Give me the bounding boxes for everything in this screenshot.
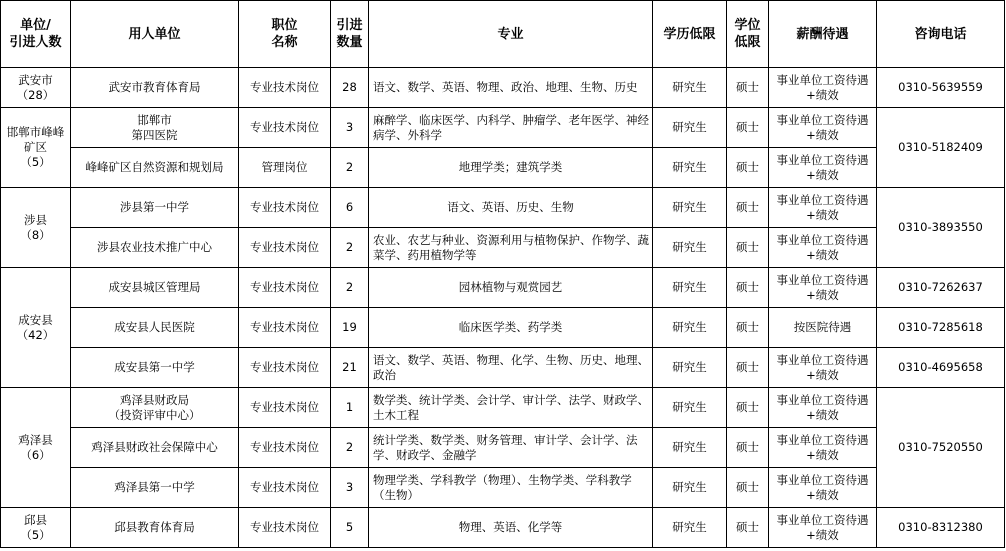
edu-cell: 研究生: [653, 348, 727, 388]
region-cell: 涉县 （8）: [1, 188, 71, 268]
position-cell: 专业技术岗位: [239, 108, 331, 148]
employer-cell: 成安县城区管理局: [71, 268, 239, 308]
position-cell: 专业技术岗位: [239, 428, 331, 468]
quota-cell: 2: [331, 148, 369, 188]
header-employer: 用人单位: [71, 1, 239, 68]
position-cell: 管理岗位: [239, 148, 331, 188]
table-row: [1, 348, 1005, 388]
table-row: [1, 148, 1005, 188]
employer-cell: 邯郸市 第四医院: [71, 108, 239, 148]
header-degree: 学位 低限: [727, 1, 769, 68]
edu-cell: 研究生: [653, 508, 727, 548]
edu-cell: 研究生: [653, 308, 727, 348]
degree-cell: 硕士: [727, 508, 769, 548]
edu-cell: 研究生: [653, 108, 727, 148]
table-row: [1, 308, 1005, 348]
quota-cell: 3: [331, 108, 369, 148]
region-cell: 成安县 （42）: [1, 268, 71, 388]
table-row: [1, 388, 1005, 428]
phone-cell: 0310-7262637: [877, 268, 1005, 308]
major-cell: 农业、农艺与种业、资源利用与植物保护、作物学、蔬菜学、药用植物学等: [369, 228, 653, 268]
phone-cell: 0310-4695658: [877, 348, 1005, 388]
table-row: [1, 228, 1005, 268]
phone-cell: 0310-5182409: [877, 108, 1005, 188]
major-cell: 物理、英语、化学等: [369, 508, 653, 548]
quota-cell: 2: [331, 428, 369, 468]
salary-cell: 按医院待遇: [769, 308, 877, 348]
degree-cell: 硕士: [727, 68, 769, 108]
salary-cell: 事业单位工资待遇 +绩效: [769, 228, 877, 268]
position-cell: 专业技术岗位: [239, 308, 331, 348]
position-cell: 专业技术岗位: [239, 468, 331, 508]
degree-cell: 硕士: [727, 428, 769, 468]
major-cell: 临床医学类、药学类: [369, 308, 653, 348]
degree-cell: 硕士: [727, 108, 769, 148]
salary-cell: 事业单位工资待遇 +绩效: [769, 148, 877, 188]
region-cell: 邱县 （5）: [1, 508, 71, 548]
major-cell: 语文、数学、英语、物理、政治、地理、生物、历史: [369, 68, 653, 108]
salary-cell: 事业单位工资待遇 +绩效: [769, 68, 877, 108]
degree-cell: 硕士: [727, 388, 769, 428]
salary-cell: 事业单位工资待遇 +绩效: [769, 508, 877, 548]
position-cell: 专业技术岗位: [239, 268, 331, 308]
table-row: [1, 268, 1005, 308]
position-cell: 专业技术岗位: [239, 508, 331, 548]
degree-cell: 硕士: [727, 148, 769, 188]
header-salary: 薪酬待遇: [769, 1, 877, 68]
employer-cell: 鸡泽县财政局 （投资评审中心）: [71, 388, 239, 428]
major-cell: 语文、英语、历史、生物: [369, 188, 653, 228]
table-row: [1, 508, 1005, 548]
degree-cell: 硕士: [727, 468, 769, 508]
position-cell: 专业技术岗位: [239, 348, 331, 388]
quota-cell: 1: [331, 388, 369, 428]
header-position: 职位 名称: [239, 1, 331, 68]
region-cell: 邯郸市峰峰 矿区 （5）: [1, 108, 71, 188]
edu-cell: 研究生: [653, 148, 727, 188]
employer-cell: 涉县第一中学: [71, 188, 239, 228]
salary-cell: 事业单位工资待遇 +绩效: [769, 388, 877, 428]
quota-cell: 19: [331, 308, 369, 348]
degree-cell: 硕士: [727, 228, 769, 268]
position-cell: 专业技术岗位: [239, 388, 331, 428]
header-edu: 学历低限: [653, 1, 727, 68]
edu-cell: 研究生: [653, 428, 727, 468]
header-row: [1, 1, 1005, 68]
quota-cell: 2: [331, 228, 369, 268]
major-cell: 数学类、统计学类、会计学、审计学、法学、财政学、土木工程: [369, 388, 653, 428]
major-cell: 统计学类、数学类、财务管理、审计学、会计学、法学、财政学、金融学: [369, 428, 653, 468]
major-cell: 物理学类、学科教学（物理）、生物学类、学科教学（生物）: [369, 468, 653, 508]
major-cell: 语文、数学、英语、物理、化学、生物、历史、地理、政治: [369, 348, 653, 388]
major-cell: 麻醉学、临床医学、内科学、肿瘤学、老年医学、神经病学、外科学: [369, 108, 653, 148]
employer-cell: 成安县第一中学: [71, 348, 239, 388]
phone-cell: 0310-3893550: [877, 188, 1005, 268]
major-cell: 园林植物与观赏园艺: [369, 268, 653, 308]
table-row: [1, 428, 1005, 468]
major-cell: 地理学类；建筑学类: [369, 148, 653, 188]
degree-cell: 硕士: [727, 308, 769, 348]
position-cell: 专业技术岗位: [239, 228, 331, 268]
phone-cell: 0310-7520550: [877, 388, 1005, 508]
edu-cell: 研究生: [653, 468, 727, 508]
degree-cell: 硕士: [727, 188, 769, 228]
salary-cell: 事业单位工资待遇 +绩效: [769, 468, 877, 508]
employer-cell: 武安市教育体育局: [71, 68, 239, 108]
phone-cell: 0310-5639559: [877, 68, 1005, 108]
employer-cell: 鸡泽县第一中学: [71, 468, 239, 508]
employer-cell: 鸡泽县财政社会保障中心: [71, 428, 239, 468]
region-cell: 武安市 （28）: [1, 68, 71, 108]
quota-cell: 3: [331, 468, 369, 508]
phone-cell: 0310-7285618: [877, 308, 1005, 348]
header-major: 专业: [369, 1, 653, 68]
quota-cell: 2: [331, 268, 369, 308]
table-row: [1, 468, 1005, 508]
edu-cell: 研究生: [653, 388, 727, 428]
edu-cell: 研究生: [653, 188, 727, 228]
quota-cell: 28: [331, 68, 369, 108]
degree-cell: 硕士: [727, 348, 769, 388]
employer-cell: 涉县农业技术推广中心: [71, 228, 239, 268]
position-cell: 专业技术岗位: [239, 188, 331, 228]
table-row: [1, 68, 1005, 108]
salary-cell: 事业单位工资待遇 +绩效: [769, 348, 877, 388]
salary-cell: 事业单位工资待遇 +绩效: [769, 268, 877, 308]
edu-cell: 研究生: [653, 268, 727, 308]
region-cell: 鸡泽县 （6）: [1, 388, 71, 508]
salary-cell: 事业单位工资待遇 +绩效: [769, 108, 877, 148]
table-row: [1, 188, 1005, 228]
quota-cell: 5: [331, 508, 369, 548]
degree-cell: 硕士: [727, 268, 769, 308]
employer-cell: 邱县教育体育局: [71, 508, 239, 548]
header-unit: 单位/ 引进人数: [1, 1, 71, 68]
salary-cell: 事业单位工资待遇 +绩效: [769, 428, 877, 468]
employer-cell: 成安县人民医院: [71, 308, 239, 348]
edu-cell: 研究生: [653, 228, 727, 268]
header-phone: 咨询电话: [877, 1, 1005, 68]
quota-cell: 6: [331, 188, 369, 228]
position-cell: 专业技术岗位: [239, 68, 331, 108]
salary-cell: 事业单位工资待遇 +绩效: [769, 188, 877, 228]
header-quota: 引进 数量: [331, 1, 369, 68]
edu-cell: 研究生: [653, 68, 727, 108]
employer-cell: 峰峰矿区自然资源和规划局: [71, 148, 239, 188]
phone-cell: 0310-8312380: [877, 508, 1005, 548]
quota-cell: 21: [331, 348, 369, 388]
table-row: [1, 108, 1005, 148]
